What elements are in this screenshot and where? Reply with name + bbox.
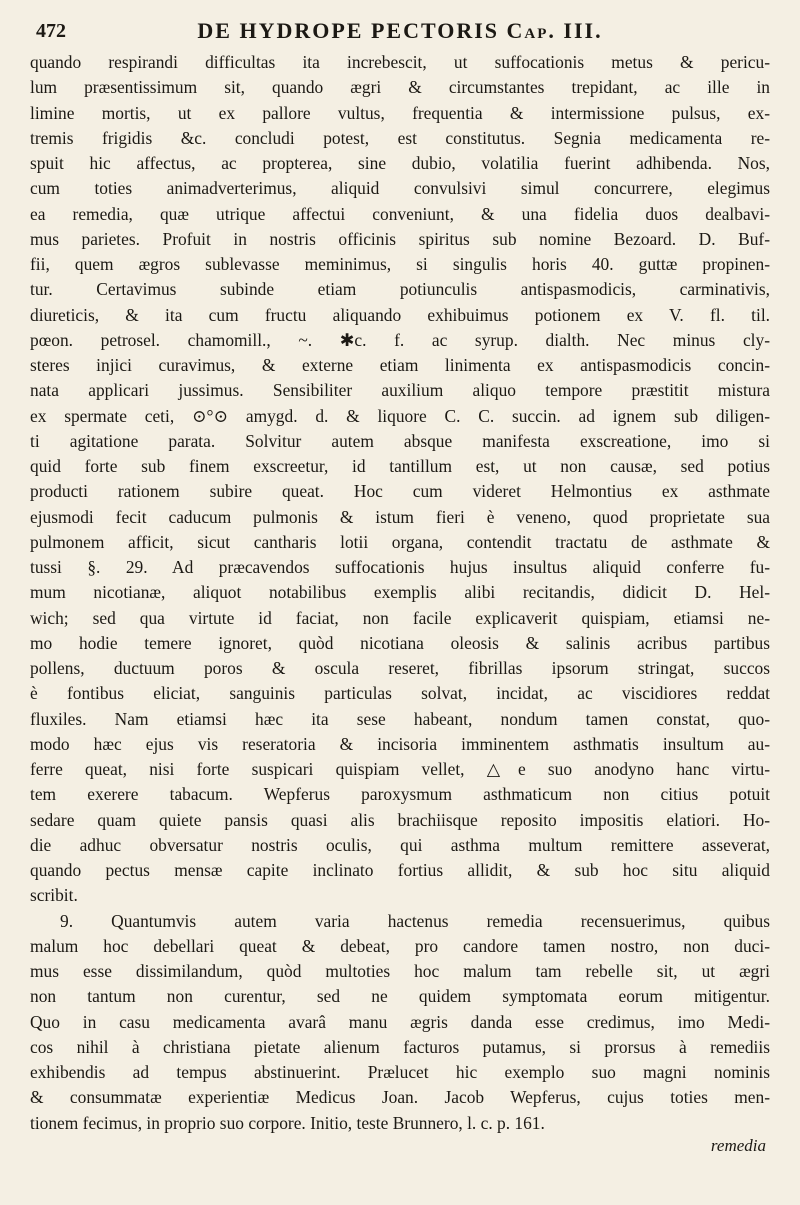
text-line: ejusmodi fecit caducum pulmonis & istum fieri è veneno, quod proprietate sua	[30, 506, 770, 527]
text-line: quando pectus mensæ capite inclinato fortius allidit, & sub hoc situ aliquid	[30, 860, 770, 880]
text-line: wich; sed qua virtute id faciat, non facile explicaverit quispiam, etiamsi ne-	[30, 607, 770, 628]
text-line: & consummatæ experientiæ Medicus Joan. Jacob Wepferus, cujus toties men-	[30, 1087, 770, 1108]
text-line: spuit hic affectus, ac propterea, sine dubio, volatilia fuerint adhibenda. Nos,	[30, 153, 770, 173]
text-line: exhibendis ad tempus abstinuerint. Prælucet hic exemplo suo magni nominis	[30, 1062, 770, 1082]
text-line: pulmonem afficit, sicut cantharis lotii organa, contendit tractatu de asthmate &	[30, 531, 770, 552]
text-line: malum hoc debellari queat & debeat, pro candore tamen nostro, non duci-	[30, 935, 770, 956]
text-line: quid forte sub finem exscreetur, id tantillum est, ut non causæ, sed potius	[30, 456, 770, 476]
text-line: tionem fecimus, in proprio suo corpore. Initio, teste Brunnero, l. c. p. 161.	[30, 1112, 545, 1133]
text-line: limine mortis, ut ex pallore vultus, frequentia & intermissione pulsus, ex-	[30, 102, 770, 123]
catchword: remedia	[710, 1135, 766, 1155]
text-line: steres injici curavimus, & externe etiam linimenta ex antispasmodicis concin-	[30, 355, 770, 375]
text-line: non tantum non curentur, sed ne quidem symptomata eorum mitigentur.	[30, 986, 770, 1007]
text-line: quando respirandi difficultas ita increbescit, ut suffocationis metus & pericu-	[30, 52, 770, 72]
text-line: ferre queat, nisi forte suspicari quispiam vellet, △e suo anodyno hanc virtu-	[30, 759, 770, 779]
text-line: lum præsentissimum sit, quando ægri & circumstantes trepidant, ac ille in	[30, 77, 770, 98]
text-line: mo hodie temere ignoret, quòd nicotiana oleosis & salinis acribus partibus	[30, 632, 770, 653]
text-line: mus esse dissimilandum, quòd multoties hoc malum tam rebelle sit, ut ægri	[30, 961, 770, 981]
text-line: cum toties animadverterimus, aliquid convulsivi simul concurrere, elegimus	[30, 178, 770, 199]
text-line: cos nihil à christiana pietate alienum facturos putamus, si prorsus à remediis	[30, 1036, 770, 1057]
text-line: pœon. petrosel. chamomill., ~. ✱c. f. ac syrup. dialth. Nec minus cly-	[30, 329, 770, 350]
text-line: tur. Certavimus subinde etiam potiunculis antispasmodicis, carminativis,	[30, 279, 770, 300]
text-line: mus parietes. Profuit in nostris officinis spiritus sub nomine Bezoard. D. Buf-	[30, 228, 770, 249]
text-line: ti agitatione parata. Solvitur autem absque manifesta exscreatione, imo si	[30, 430, 770, 451]
text-line: fluxiles. Nam etiamsi hæc ita sese habeant, nondum tamen constat, quo-	[30, 708, 770, 729]
text-line: sedare quam quiete pansis quasi alis brachiisque reposito impositis elatiori. Ho-	[30, 809, 770, 830]
text-line: tussi §. 29. Ad præcavendos suffocationis hujus insultus aliquid conferre fu-	[30, 557, 770, 577]
text-line: nata applicari jussimus. Sensibiliter auxilium aliquo tempore præstitit mistura	[30, 380, 770, 401]
text-line: tem exerere tabacum. Wepferus paroxysmum asthmaticum non citius potuit	[30, 784, 770, 805]
text-line: fii, quem ægros sublevasse meminimus, si singulis horis 40. guttæ propinen-	[30, 254, 770, 274]
text-line: pollens, ductuum poros & oscula reseret, fibrillas ipsorum stringat, succos	[30, 658, 770, 678]
text-line: modo hæc ejus vis reseratoria & incisoria imminentem asthmatis insultum au-	[30, 733, 770, 754]
text-line: è fontibus eliciat, sanguinis particulas solvat, incidat, ac viscidiores reddat	[30, 683, 770, 704]
text-line: diureticis, & ita cum fructu aliquando exhibuimus potionem ex V. fl. til.	[30, 304, 770, 325]
text-line: producti rationem subire queat. Hoc cum videret Helmontius ex asthmate	[30, 481, 770, 502]
text-line: mum nicotianæ, aliquot notabilibus exemplis alibi recitandis, didicit D. Hel-	[30, 582, 770, 603]
running-head	[30, 14, 770, 48]
text-line: ex spermate ceti, ⊙°⊙ amygd. d. & liquore C. C. succin. ad ignem sub diligen-	[30, 405, 770, 426]
page-number: 472	[36, 20, 66, 42]
running-title: DE HYDROPE PECTORIS Cap. III.	[197, 18, 603, 43]
text-line: Quo in casu medicamenta avarâ manu ægris danda esse credimus, imo Medi-	[30, 1011, 770, 1032]
text-line: 9. Quantumvis autem varia hactenus remedia recensuerimus, quibus	[60, 910, 770, 931]
text-line: tremis frigidis &c. concludi potest, est constitutus. Segnia medicamenta re-	[30, 127, 770, 148]
text-line: scribit.	[30, 885, 78, 906]
text-line: die adhuc obversatur nostris oculis, qui asthma multum remittere asseverat,	[30, 834, 770, 855]
body-text	[30, 50, 770, 1136]
text-line: ea remedia, quæ utrique affectui conveniunt, & una fidelia duos dealbavi-	[30, 203, 770, 224]
